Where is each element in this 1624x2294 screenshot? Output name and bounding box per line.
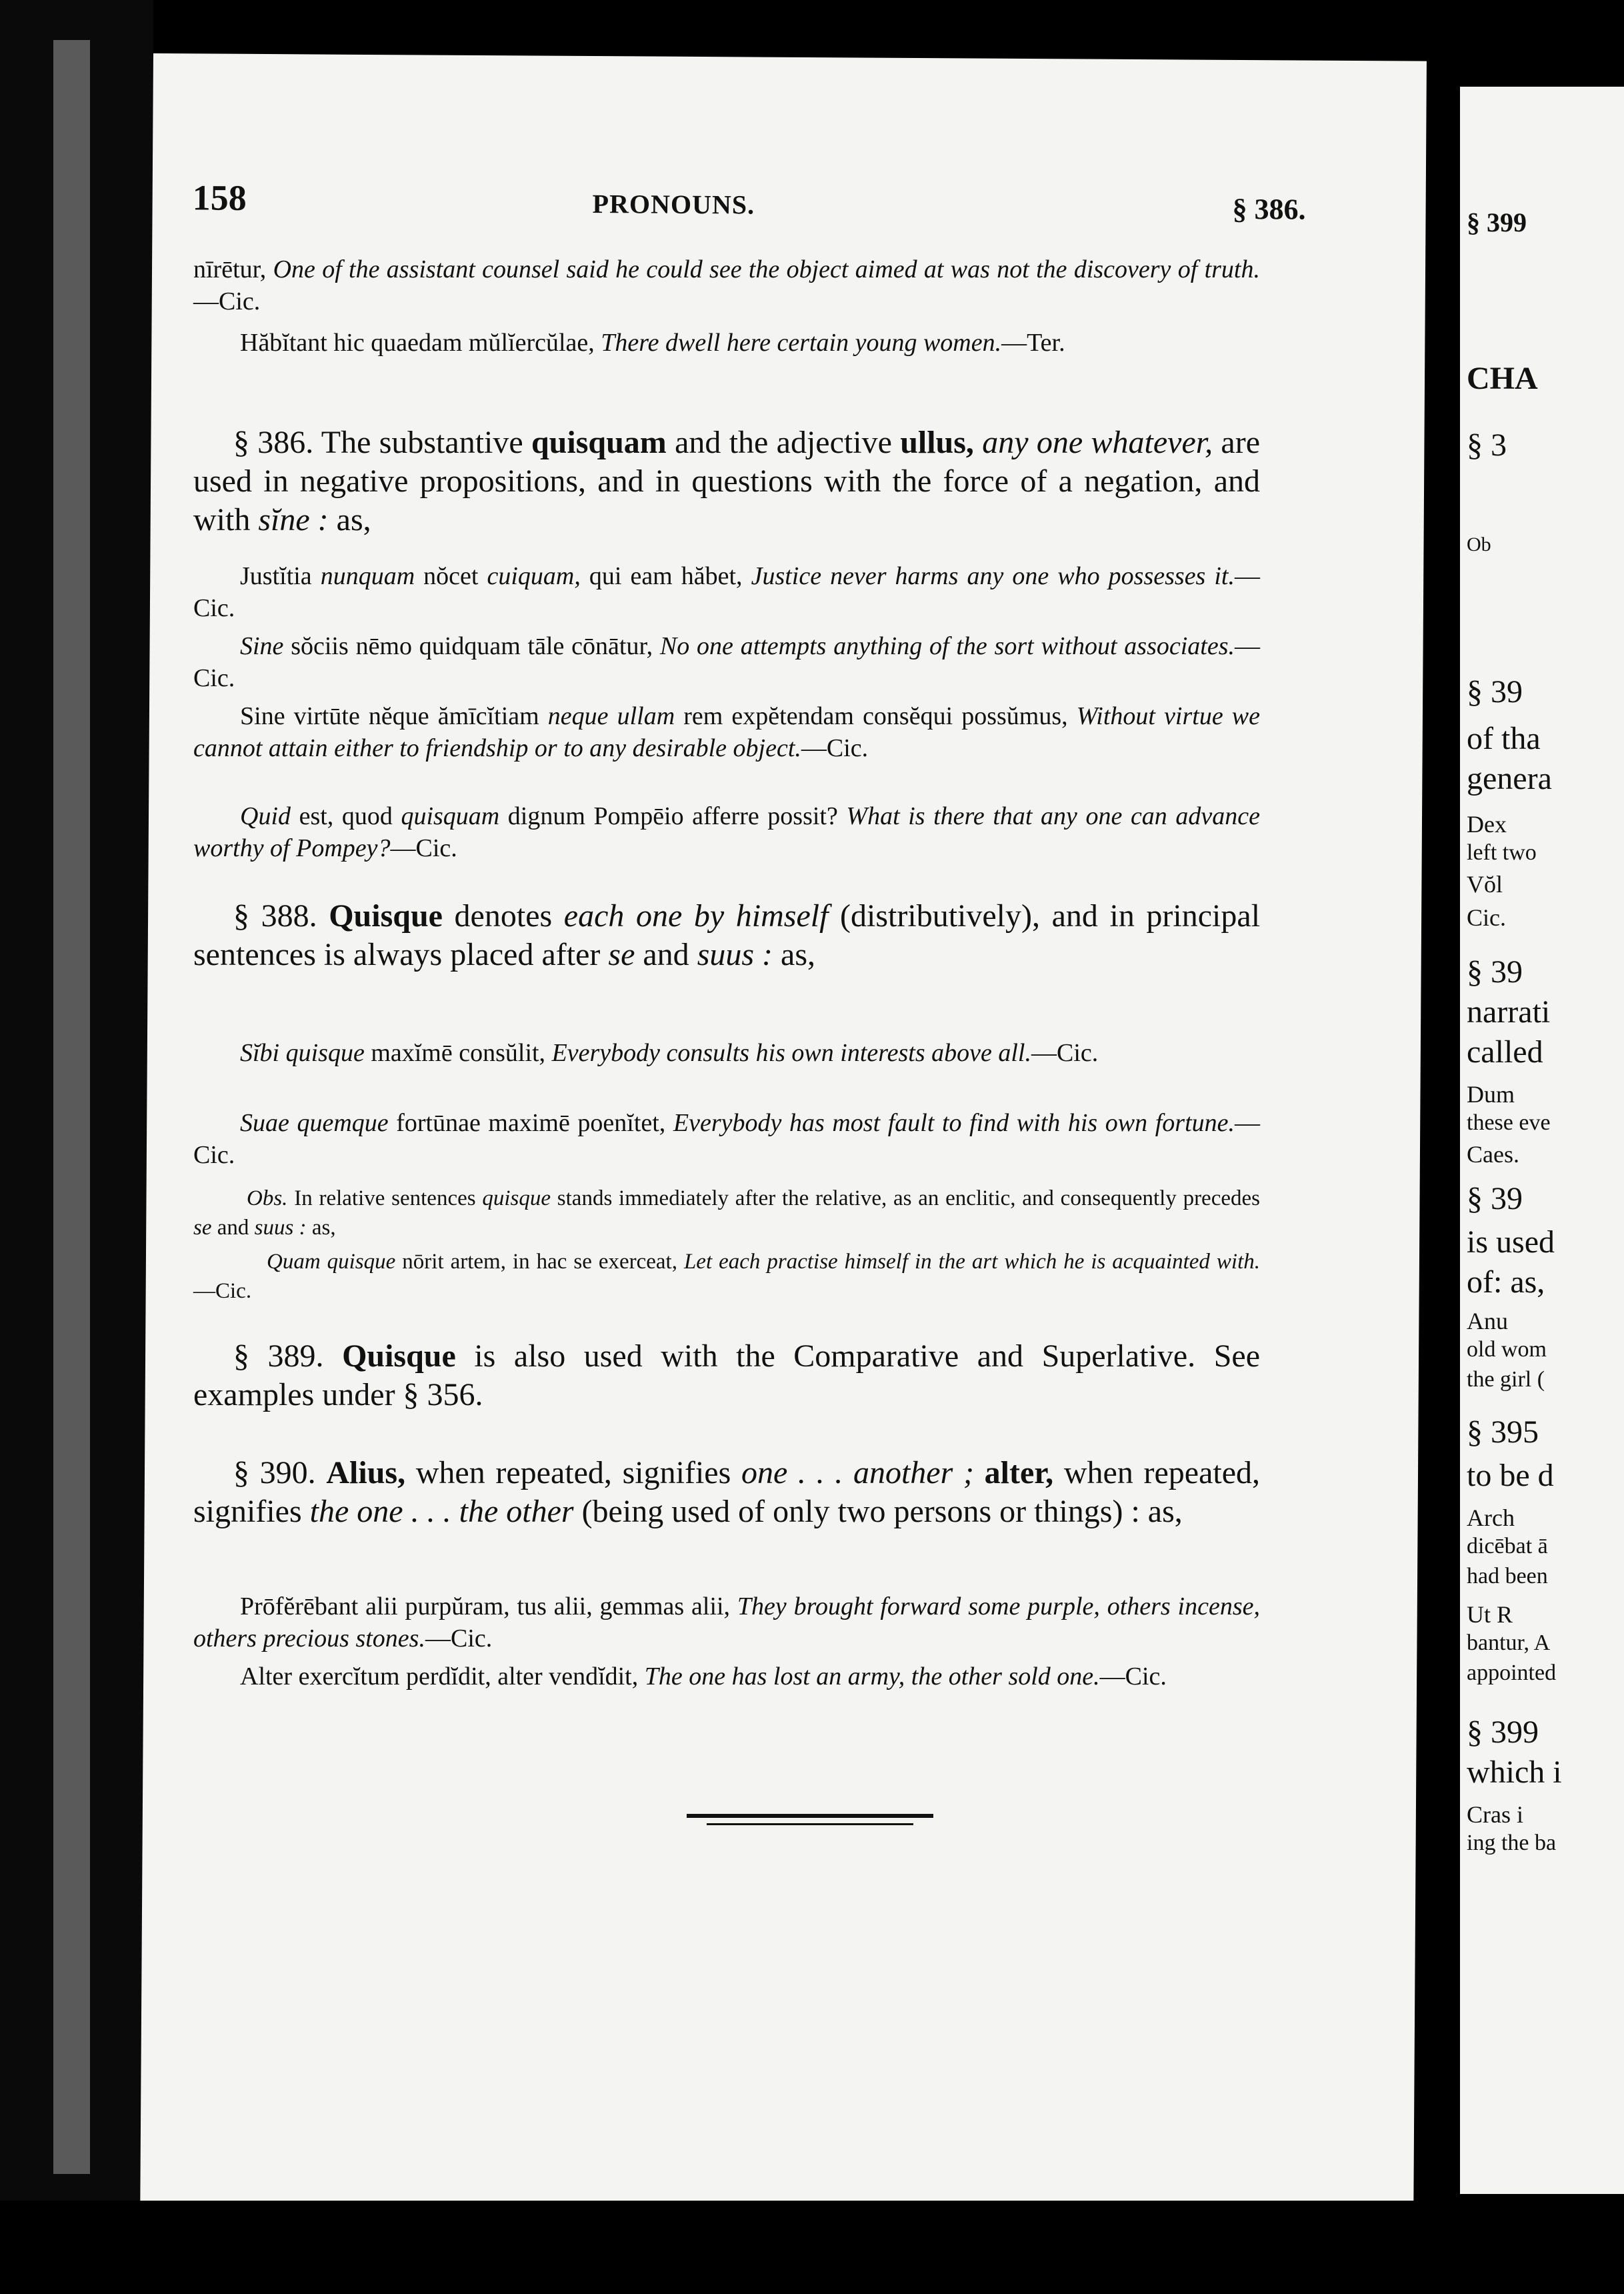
text-run: when repeated, signifies xyxy=(193,1455,1261,1529)
text-run xyxy=(974,1455,985,1490)
example-justitia xyxy=(193,560,1260,624)
right-page-fragment: Cic. xyxy=(1467,904,1506,931)
text-run: and the adjective xyxy=(666,425,901,460)
bold-run: alter, xyxy=(984,1455,1054,1490)
text-run: —Cic. xyxy=(1031,1039,1099,1067)
right-page-fragment: genera xyxy=(1467,761,1552,796)
right-page-fragment: § 399 xyxy=(1467,1714,1539,1750)
example-proferebant xyxy=(193,1590,1260,1654)
right-page-fragment: Anu xyxy=(1467,1308,1508,1334)
italic-run: the one . . . the other xyxy=(309,1494,574,1529)
right-page-fragment: narrati xyxy=(1467,994,1551,1030)
continuation-text xyxy=(193,253,1260,317)
right-page-fragment: Vŏl xyxy=(1467,871,1503,898)
example-line xyxy=(193,700,1260,764)
text-run: as, xyxy=(328,502,371,537)
italic-run: Suae quemque xyxy=(240,1109,389,1137)
text-run: —Cic. xyxy=(193,632,1261,692)
page-number: 158 xyxy=(192,177,247,218)
obs-paragraph xyxy=(193,1184,1260,1242)
section-388 xyxy=(193,897,1260,974)
italic-run: cuiquam, xyxy=(487,562,581,590)
right-page-fragment: appointed xyxy=(1467,1660,1557,1685)
scan-margin-bottom xyxy=(0,2201,1624,2294)
text-run: Justĭtia xyxy=(240,562,321,590)
italic-run: quisquam xyxy=(401,802,500,830)
example-habitant xyxy=(193,327,1260,359)
section-paragraph xyxy=(193,423,1260,539)
text-run: nīrētur, xyxy=(193,255,273,283)
right-page-fragment: Cras i xyxy=(1467,1801,1523,1828)
text-run: —Cic. xyxy=(390,834,457,862)
italic-run: Obs. xyxy=(247,1186,288,1210)
text-run: —Cic. xyxy=(1099,1662,1167,1690)
section-390 xyxy=(193,1454,1260,1531)
italic-run: The one has lost an army, the other sold one. xyxy=(644,1662,1100,1690)
example-quid-est xyxy=(193,800,1260,864)
right-page-fragment: Dex xyxy=(1467,811,1507,838)
right-page-fragment: Caes. xyxy=(1467,1141,1519,1168)
italic-run: Sĭbi quisque xyxy=(240,1039,365,1067)
text-run: dignum Pompēio afferre possit? xyxy=(499,802,847,830)
section-paragraph xyxy=(193,897,1260,974)
right-page-fragment: dicēbat ā xyxy=(1467,1534,1548,1558)
example-line xyxy=(193,1660,1260,1692)
italic-run: Quid xyxy=(240,802,291,830)
italic-run: Sine xyxy=(240,632,284,660)
text-run xyxy=(974,425,982,460)
right-page-fragment: § 39 xyxy=(1467,674,1523,710)
example-sine-virtute xyxy=(193,700,1260,764)
running-title: PRONOUNS. xyxy=(592,189,755,220)
book-spine xyxy=(53,40,90,2174)
right-page-fragment: left two xyxy=(1467,840,1537,865)
text-run: § 386. The substantive xyxy=(233,425,531,460)
section-386 xyxy=(193,423,1260,539)
example-sine-sociis xyxy=(193,630,1260,694)
right-page-fragment: Ut R xyxy=(1467,1601,1513,1628)
right-page-fragment: Ob xyxy=(1467,533,1491,555)
text-run: Alter exercĭtum perdĭdit, alter vendĭdit, xyxy=(240,1662,645,1690)
text-run: and xyxy=(635,937,697,972)
right-page-fragment: these eve xyxy=(1467,1110,1551,1135)
italic-run: quisque xyxy=(482,1186,551,1210)
text-run: § 389. xyxy=(233,1338,343,1374)
right-page-fragment: of: as, xyxy=(1467,1264,1545,1300)
text-run: § 388. xyxy=(233,898,329,934)
text-run: —Ter. xyxy=(1001,329,1065,357)
bold-run: Quisque xyxy=(329,898,443,934)
example-line xyxy=(193,253,1260,317)
right-page-fragment: § 39 xyxy=(1467,954,1523,990)
text-run: —Cic. xyxy=(193,1109,1260,1169)
italic-run: No one attempts anything of the sort without associates. xyxy=(659,632,1235,660)
italic-run: Let each practise himself in the art which he is acquainted with. xyxy=(683,1250,1261,1274)
italic-run: neque ullam xyxy=(547,702,675,730)
text-run: § 390. xyxy=(233,1455,327,1490)
text-run: —Cic. xyxy=(193,287,261,315)
italic-run: nunquam xyxy=(320,562,415,590)
right-page-fragment: CHA xyxy=(1467,361,1538,396)
italic-run: se xyxy=(193,1216,212,1240)
right-page-fragment: § 399 xyxy=(1467,207,1527,237)
right-page-fragment: had been xyxy=(1467,1564,1548,1588)
section-389 xyxy=(193,1337,1260,1414)
text-run: when repeated, signifies xyxy=(405,1455,741,1490)
bold-run: Alius, xyxy=(326,1455,406,1490)
right-page-fragment: § 3 xyxy=(1467,427,1507,463)
text-run: Sine virtūte nĕque ămīcĭtiam xyxy=(240,702,548,730)
observation-example xyxy=(193,1247,1260,1306)
section-ref: § 386. xyxy=(1232,192,1306,226)
text-run: est, quod xyxy=(291,802,401,830)
example-alter xyxy=(193,1660,1260,1692)
right-page-fragment: Dum xyxy=(1467,1081,1515,1108)
example-line xyxy=(193,1037,1260,1069)
text-run: nōrit artem, in hac se exerceat, xyxy=(395,1250,684,1274)
text-run: maxĭmē consŭlit, xyxy=(364,1039,552,1067)
right-page-fragment: of tha xyxy=(1467,721,1541,756)
text-run: as, xyxy=(306,1216,336,1240)
italic-run: suus : xyxy=(697,937,773,972)
right-page-fragment: § 395 xyxy=(1467,1414,1539,1450)
text-run: Hăbĭtant hic quaedam mŭlĭercŭlae, xyxy=(240,329,601,357)
example-line xyxy=(193,1107,1260,1171)
right-page-fragment: Arch xyxy=(1467,1504,1515,1531)
italic-run: se xyxy=(608,937,635,972)
section-paragraph xyxy=(193,1337,1260,1414)
text-run: stands immediately after the relative, as an enclitic, and consequently precedes xyxy=(551,1186,1260,1210)
bold-run: ullus, xyxy=(900,425,974,460)
text-run: sŏciis nēmo quidquam tāle cōnātur, xyxy=(283,632,660,660)
example-sibi-quisque xyxy=(193,1037,1260,1069)
italic-run: They brought forward some purple, others incense, others precious stones. xyxy=(193,1592,1260,1652)
right-page-edge xyxy=(1460,87,1624,2194)
observation-note xyxy=(193,1184,1260,1242)
bold-run: Quisque xyxy=(342,1338,456,1374)
example-line xyxy=(193,1590,1260,1654)
right-page-fragment: the girl ( xyxy=(1467,1367,1545,1392)
closing-rule-thin xyxy=(707,1823,913,1825)
italic-run: Quam quisque xyxy=(267,1250,396,1274)
text-run: —Cic. xyxy=(193,562,1260,622)
text-run: denotes xyxy=(442,898,564,934)
text-run: are used in negative propositions, and in questions with the force of a negation, and with xyxy=(193,425,1261,537)
italic-run: each one by himself xyxy=(563,898,829,934)
text-run: —Cic. xyxy=(425,1624,493,1652)
right-page-fragment: to be d xyxy=(1467,1458,1554,1493)
bold-run: quisquam xyxy=(531,425,667,460)
text-run: (distributively), and in principal sentences is always placed after xyxy=(193,898,1261,972)
italic-run: Without virtue we cannot attain either to friendship or to any desirable object. xyxy=(193,702,1260,762)
italic-run: sĭne : xyxy=(258,502,329,537)
text-run: as, xyxy=(773,937,816,972)
obs-example xyxy=(193,1247,1260,1306)
example-line xyxy=(193,327,1260,359)
text-run: fortūnae maximē poenĭtet, xyxy=(388,1109,673,1137)
italic-run: Justice never harms any one who possesses it. xyxy=(751,562,1235,590)
text-run: and xyxy=(211,1216,255,1240)
italic-run: Everybody has most fault to find with his own fortune. xyxy=(673,1109,1235,1137)
text-run: —Cic. xyxy=(801,734,869,762)
italic-run: One of the assistant counsel said he could see the object aimed at was not the discovery of truth. xyxy=(273,255,1260,283)
italic-run: any one whatever, xyxy=(982,425,1213,460)
text-run: is also used with the Comparative and Superlative. See examples under § 356. xyxy=(193,1338,1260,1412)
example-line xyxy=(193,800,1260,864)
text-run: Prōfĕrēbant alii purpŭram, tus alii, gemmas alii, xyxy=(240,1592,737,1620)
italic-run: Everybody consults his own interests above all. xyxy=(551,1039,1031,1067)
section-paragraph xyxy=(193,1454,1260,1531)
right-page-fragment: § 39 xyxy=(1467,1181,1523,1216)
text-run: nŏcet xyxy=(415,562,487,590)
example-line xyxy=(193,560,1260,624)
right-page-fragment: ing the ba xyxy=(1467,1831,1557,1855)
italic-run: What is there that any one can advance worthy of Pompey? xyxy=(193,802,1260,862)
text-run: In relative sentences xyxy=(287,1186,483,1210)
right-page-fragment: is used xyxy=(1467,1224,1555,1260)
closing-rule xyxy=(687,1814,933,1818)
text-run: qui eam hăbet, xyxy=(580,562,751,590)
italic-run: suus : xyxy=(254,1216,307,1240)
example-suae-quemque xyxy=(193,1107,1260,1171)
italic-run: one . . . another ; xyxy=(741,1455,974,1490)
example-line xyxy=(193,630,1260,694)
italic-run: There dwell here certain young women. xyxy=(601,329,1002,357)
text-run: (being used of only two persons or things) : as, xyxy=(573,1494,1183,1529)
text-run: —Cic. xyxy=(193,1279,252,1303)
right-page-fragment: old wom xyxy=(1467,1337,1547,1362)
right-page-fragment: called xyxy=(1467,1034,1543,1070)
text-run: rem expĕtendam consĕqui possŭmus, xyxy=(675,702,1077,730)
right-page-fragment: bantur, A xyxy=(1467,1630,1551,1655)
right-page-fragment: which i xyxy=(1467,1755,1562,1790)
